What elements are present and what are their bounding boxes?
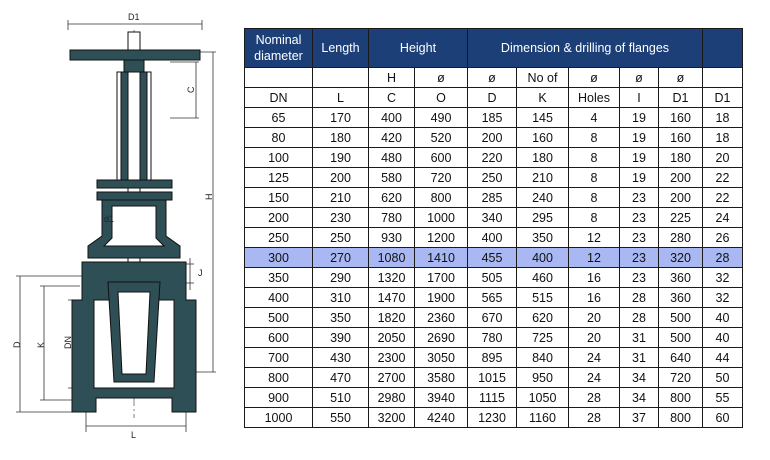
- table-cell: 950: [517, 368, 569, 388]
- table-row: [245, 368, 743, 388]
- table-cell: 50: [703, 368, 743, 388]
- table-cell: 1050: [517, 388, 569, 408]
- table-row: [245, 228, 743, 248]
- table-cell: 18: [703, 128, 743, 148]
- table-cell: 22: [703, 188, 743, 208]
- table-cell: 150: [245, 188, 313, 208]
- table-cell: 460: [517, 268, 569, 288]
- table-cell: 8: [569, 148, 620, 168]
- table-cell: 3580: [415, 368, 468, 388]
- table-cell: 80: [245, 128, 313, 148]
- symbol-cell: ø: [659, 68, 703, 88]
- table-cell: 780: [369, 208, 415, 228]
- table-cell: 670: [468, 308, 517, 328]
- table-cell: 280: [659, 228, 703, 248]
- symbol-cell: [703, 68, 743, 88]
- table-cell: 1115: [468, 388, 517, 408]
- table-cell: 1000: [415, 208, 468, 228]
- dim-label-j: J: [198, 268, 203, 278]
- table-cell: 400: [468, 228, 517, 248]
- table-cell: 1470: [369, 288, 415, 308]
- table-cell: 720: [659, 368, 703, 388]
- table-cell: 2050: [369, 328, 415, 348]
- table-cell: 100: [245, 148, 313, 168]
- table-cell: 4: [569, 108, 620, 128]
- table-cell: 350: [245, 268, 313, 288]
- table-cell: 28: [620, 308, 659, 328]
- table-cell: 1160: [517, 408, 569, 428]
- table-cell: 580: [369, 168, 415, 188]
- table-cell: 210: [517, 168, 569, 188]
- table-cell: 455: [468, 248, 517, 268]
- table-cell: 23: [620, 228, 659, 248]
- table-cell: 2300: [369, 348, 415, 368]
- table-cell: 28: [620, 288, 659, 308]
- table-cell: 125: [245, 168, 313, 188]
- table-cell: 1000: [245, 408, 313, 428]
- table-row: [245, 288, 743, 308]
- table-row: [245, 128, 743, 148]
- table-cell: 800: [659, 408, 703, 428]
- table-cell: 2690: [415, 328, 468, 348]
- table-cell: 40: [703, 328, 743, 348]
- dim-label-dn: DN: [63, 336, 73, 349]
- table-cell: 28: [569, 388, 620, 408]
- table-cell: 65: [245, 108, 313, 128]
- table-cell: 550: [313, 408, 369, 428]
- table-cell: 19: [620, 168, 659, 188]
- table-cell: 220: [468, 148, 517, 168]
- table-cell: 840: [517, 348, 569, 368]
- table-cell: 300: [245, 248, 313, 268]
- table-cell: 360: [659, 288, 703, 308]
- table-cell: 180: [313, 128, 369, 148]
- table-cell: 3200: [369, 408, 415, 428]
- table-cell: 160: [659, 128, 703, 148]
- dim-label-l: L: [131, 430, 137, 440]
- table-cell: 60: [703, 408, 743, 428]
- bonnet: [88, 180, 180, 258]
- table-cell: 31: [620, 348, 659, 368]
- table-cell: 44: [703, 348, 743, 368]
- dimensions-table: [244, 28, 743, 428]
- table-cell: 210: [313, 188, 369, 208]
- table-cell: 23: [620, 188, 659, 208]
- table-cell: 40: [703, 308, 743, 328]
- table-cell: 185: [468, 108, 517, 128]
- code-cell: Holes: [569, 88, 620, 108]
- code-cell: D1: [659, 88, 703, 108]
- symbol-cell: ø: [569, 68, 620, 88]
- table-cell: 400: [369, 108, 415, 128]
- table-row: [245, 328, 743, 348]
- table-row: [245, 248, 743, 268]
- table-cell: 200: [313, 168, 369, 188]
- table-cell: 360: [659, 268, 703, 288]
- gate-valve-drawing: [0, 0, 240, 460]
- table-cell: 32: [703, 288, 743, 308]
- table-cell: 350: [313, 308, 369, 328]
- table-cell: 505: [468, 268, 517, 288]
- table-row: [245, 108, 743, 128]
- table-cell: 18: [703, 108, 743, 128]
- code-row: [245, 88, 743, 108]
- table-cell: 295: [517, 208, 569, 228]
- symbol-cell: ø: [468, 68, 517, 88]
- table-cell: 24: [703, 208, 743, 228]
- table-cell: 23: [620, 268, 659, 288]
- dim-label-d1-inner: d1: [104, 214, 115, 224]
- table-header-row: [245, 29, 743, 68]
- symbol-cell: [313, 68, 369, 88]
- table-cell: 55: [703, 388, 743, 408]
- table-cell: 2980: [369, 388, 415, 408]
- dim-label-c: C: [186, 86, 196, 93]
- table-cell: 290: [313, 268, 369, 288]
- table-row: [245, 268, 743, 288]
- code-cell: I: [620, 88, 659, 108]
- table-cell: 930: [369, 228, 415, 248]
- table-cell: 620: [517, 308, 569, 328]
- table-cell: 22: [703, 168, 743, 188]
- table-cell: 3940: [415, 388, 468, 408]
- dim-label-h: H: [204, 193, 214, 200]
- table-cell: 4240: [415, 408, 468, 428]
- table-cell: 400: [245, 288, 313, 308]
- table-row: [245, 168, 743, 188]
- table-cell: 1410: [415, 248, 468, 268]
- table-cell: 1700: [415, 268, 468, 288]
- table-cell: 23: [620, 208, 659, 228]
- dim-label-k: K: [36, 341, 46, 348]
- table-cell: 28: [703, 248, 743, 268]
- header-nominal-diameter: Nominal diameter: [245, 29, 313, 68]
- table-cell: 8: [569, 128, 620, 148]
- table-cell: 1900: [415, 288, 468, 308]
- table-cell: 200: [468, 128, 517, 148]
- table-cell: 600: [245, 328, 313, 348]
- table-cell: 270: [313, 248, 369, 268]
- table-row: [245, 148, 743, 168]
- table-cell: 37: [620, 408, 659, 428]
- handwheel: [70, 32, 200, 72]
- table-cell: 515: [517, 288, 569, 308]
- table-cell: 2360: [415, 308, 468, 328]
- code-cell: C: [369, 88, 415, 108]
- table-row: [245, 348, 743, 368]
- table-cell: 1820: [369, 308, 415, 328]
- table-cell: 240: [517, 188, 569, 208]
- table-cell: 340: [468, 208, 517, 228]
- table-cell: 420: [369, 128, 415, 148]
- header-length: Length: [313, 29, 369, 68]
- table-cell: 390: [313, 328, 369, 348]
- table-cell: 8: [569, 168, 620, 188]
- table-cell: 200: [659, 188, 703, 208]
- table-cell: 470: [313, 368, 369, 388]
- table-cell: 28: [569, 408, 620, 428]
- table-cell: 350: [517, 228, 569, 248]
- header-blank: [703, 29, 743, 68]
- table-cell: 800: [245, 368, 313, 388]
- table-cell: 160: [659, 108, 703, 128]
- table-cell: 12: [569, 248, 620, 268]
- table-cell: 510: [313, 388, 369, 408]
- table-cell: 250: [245, 228, 313, 248]
- code-cell: K: [517, 88, 569, 108]
- header-flange-dimensions: Dimension & drilling of flanges: [468, 29, 703, 68]
- table-cell: 8: [569, 188, 620, 208]
- table-cell: 800: [659, 388, 703, 408]
- table-cell: 34: [620, 368, 659, 388]
- table-cell: 3050: [415, 348, 468, 368]
- table-cell: 430: [313, 348, 369, 368]
- table-cell: 320: [659, 248, 703, 268]
- table-cell: 725: [517, 328, 569, 348]
- table-cell: 1015: [468, 368, 517, 388]
- code-cell: D1: [703, 88, 743, 108]
- table-cell: 500: [659, 328, 703, 348]
- table-cell: 160: [517, 128, 569, 148]
- table-row: [245, 308, 743, 328]
- code-cell: DN: [245, 88, 313, 108]
- table-cell: 1230: [468, 408, 517, 428]
- table-cell: 20: [703, 148, 743, 168]
- symbol-row: [245, 68, 743, 88]
- valve-body: [72, 262, 196, 412]
- table-cell: 400: [517, 248, 569, 268]
- table-cell: 895: [468, 348, 517, 368]
- table-cell: 19: [620, 128, 659, 148]
- table-cell: 720: [415, 168, 468, 188]
- dim-label-d1-top: D1: [128, 12, 140, 22]
- table-cell: 285: [468, 188, 517, 208]
- table-cell: 24: [569, 368, 620, 388]
- table-cell: 480: [369, 148, 415, 168]
- dim-label-d: D: [12, 341, 22, 348]
- table-cell: 170: [313, 108, 369, 128]
- table-cell: 19: [620, 108, 659, 128]
- symbol-cell: No of: [517, 68, 569, 88]
- table-cell: 20: [569, 308, 620, 328]
- table-cell: 500: [245, 308, 313, 328]
- table-cell: 2700: [369, 368, 415, 388]
- table-cell: 12: [569, 228, 620, 248]
- table-body: [245, 108, 743, 428]
- table-cell: 16: [569, 288, 620, 308]
- code-cell: L: [313, 88, 369, 108]
- table-cell: 31: [620, 328, 659, 348]
- table-row: [245, 388, 743, 408]
- table-cell: 145: [517, 108, 569, 128]
- table-cell: 200: [245, 208, 313, 228]
- table-cell: 19: [620, 148, 659, 168]
- table-row: [245, 188, 743, 208]
- code-cell: O: [415, 88, 468, 108]
- table-row: [245, 208, 743, 228]
- table-cell: 32: [703, 268, 743, 288]
- table-cell: 190: [313, 148, 369, 168]
- table-cell: 620: [369, 188, 415, 208]
- table-cell: 230: [313, 208, 369, 228]
- symbol-cell: ø: [620, 68, 659, 88]
- table-cell: 800: [415, 188, 468, 208]
- table-row: [245, 408, 743, 428]
- symbol-cell: H: [369, 68, 415, 88]
- table-cell: 700: [245, 348, 313, 368]
- table-cell: 500: [659, 308, 703, 328]
- table-cell: 23: [620, 248, 659, 268]
- table-cell: 520: [415, 128, 468, 148]
- table-cell: 780: [468, 328, 517, 348]
- header-height: Height: [369, 29, 468, 68]
- table-cell: 200: [659, 168, 703, 188]
- table-cell: 225: [659, 208, 703, 228]
- table-cell: 310: [313, 288, 369, 308]
- table-cell: 900: [245, 388, 313, 408]
- table-cell: 8: [569, 208, 620, 228]
- symbol-cell: [245, 68, 313, 88]
- table-cell: 20: [569, 328, 620, 348]
- symbol-cell: ø: [415, 68, 468, 88]
- table-cell: 640: [659, 348, 703, 368]
- table-cell: 180: [659, 148, 703, 168]
- table-cell: 600: [415, 148, 468, 168]
- table-cell: 16: [569, 268, 620, 288]
- table-cell: 34: [620, 388, 659, 408]
- table-cell: 26: [703, 228, 743, 248]
- table-cell: 250: [468, 168, 517, 188]
- table-cell: 565: [468, 288, 517, 308]
- code-cell: D: [468, 88, 517, 108]
- table-cell: 250: [313, 228, 369, 248]
- table-cell: 24: [569, 348, 620, 368]
- table-cell: 1200: [415, 228, 468, 248]
- table-cell: 180: [517, 148, 569, 168]
- table-cell: 1080: [369, 248, 415, 268]
- table-cell: 1320: [369, 268, 415, 288]
- table-cell: 490: [415, 108, 468, 128]
